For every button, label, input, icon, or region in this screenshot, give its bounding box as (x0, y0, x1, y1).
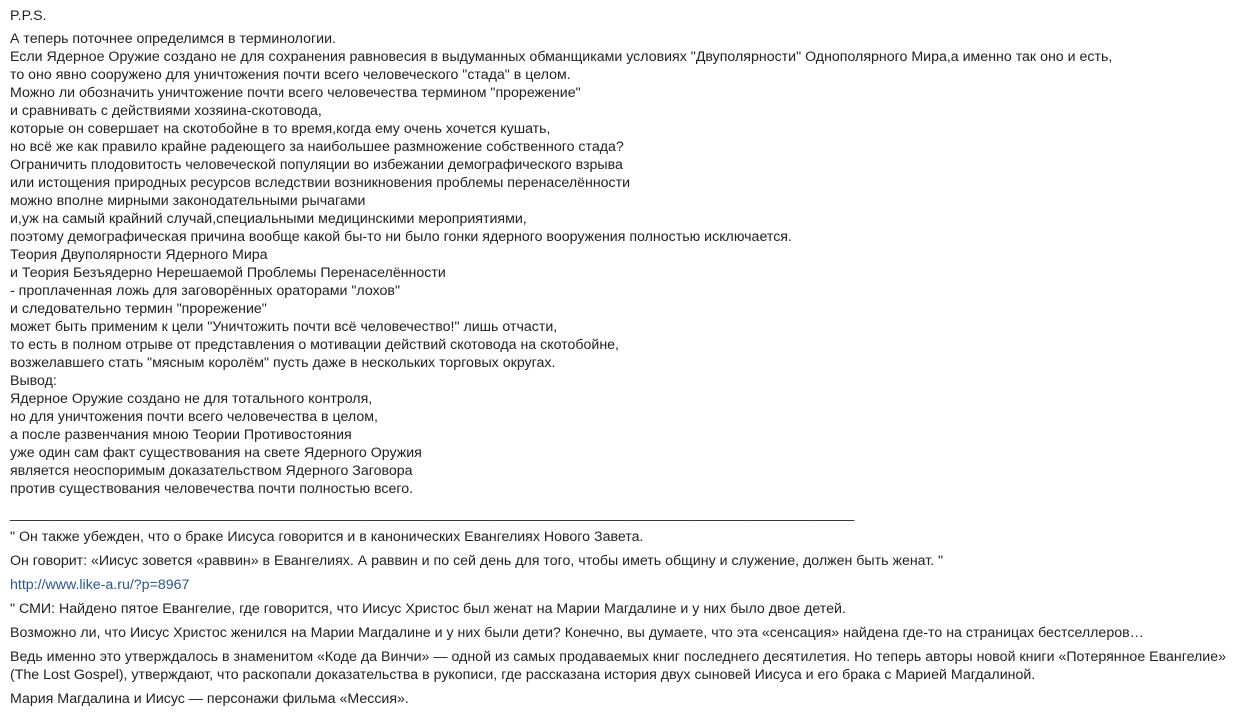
news-paragraph: " СМИ: Найдено пятое Евангелие, где говорится, что Иисус Христос был женат на Марии Магдалине и у них было двое детей. (10, 601, 846, 617)
text-line: Можно ли обозначить уничтожение почти всего человечества термином "прорежение" (10, 85, 581, 101)
text-line: Ядерное Оружие создано не для тотального контроля, (10, 391, 373, 407)
caption-paragraph: Мария Магдалина и Иисус — персонажи фильма «Мессия». (10, 691, 409, 707)
text-line: возжелавшего стать "мясным королём" пусть даже в нескольких торговых округах. (10, 355, 556, 371)
text-line: или истощения природных ресурсов вследствии возникновения проблемы перенаселённости (10, 175, 631, 191)
text-line: поэтому демографическая причина вообще какой бы-то ни было гонки ядерного вооружения полностью исключается. (10, 229, 792, 245)
quote-paragraph: Он говорит: «Иисус зовется «раввин» в Евангелиях. А раввин и по сей день для того, чтобы иметь общину и служение, должен быть женат. " (10, 553, 944, 569)
text-line: А теперь поточнее определимся в терминологии. (10, 31, 336, 47)
news-paragraph: Возможно ли, что Иисус Христос женился на Марии Магдалине и у них были дети? Конечно, вы думаете, что эта «сенсация» найдена где-то на страницах бестселлеров… (10, 625, 1144, 641)
quote-paragraph: " Он также убежден, что о браке Иисуса говорится и в канонических Евангелиях Нового Завета. (10, 529, 644, 545)
text-line: может быть применим к цели "Уничтожить почти всё человечество!" лишь отчасти, (10, 319, 558, 335)
link-row (10, 576, 1236, 594)
text-line: Вывод: (10, 373, 57, 389)
text-line: Ограничить плодовитость человеческой популяции во избежании демографического взрыва (10, 157, 623, 173)
text-line: и Теория Безъядерно Нерешаемой Проблемы Перенаселённости (10, 265, 446, 281)
poem-block (10, 30, 1236, 498)
post-header: P.P.S. (10, 8, 47, 24)
source-link[interactable]: http://www.like-a.ru/?p=8967 (10, 577, 190, 593)
post-body (10, 6, 1236, 708)
text-line: которые он совершает на скотобойне в то время,когда ему очень хочется кушать, (10, 121, 551, 137)
underscore-divider: ___________________________________________________________________________________________________________ (10, 506, 855, 522)
news-paragraph: Ведь именно это утверждалось в знаменитом «Коде да Винчи» — одной из самых продаваемых книг последнего десятилетия. Но теперь авторы новой книги «Потерянное Евангелие» (The Lost Gospel), утверждают, что раскопали доказательства в рукописи, где рассказана история двух сыновей Иисуса и его брака с Марией Магдалиной. (10, 649, 1226, 683)
text-line: является неоспоримым доказательством Ядерного Заговора (10, 463, 413, 479)
text-line: Если Ядерное Оружие создано не для сохранения равновесия в выдуманных обманщиками условиях "Двуполярности" Однополярного Мира,а именно так оно и есть, (10, 49, 1113, 65)
text-line: Теория Двуполярности Ядерного Мира (10, 247, 268, 263)
text-line: и,уж на самый крайний случай,специальными медицинскими мероприятиями, (10, 211, 527, 227)
text-line: и сравнивать с действиями хозяина-скотовода, (10, 103, 322, 119)
text-line: и следовательно термин "прорежение" (10, 301, 267, 317)
text-line: против существования человечества почти полностью всего. (10, 481, 414, 497)
text-line: то есть в полном отрыве от представления о мотивации действий скотовода на скотобойне, (10, 337, 619, 353)
text-line: уже один сам факт существования на свете Ядерного Оружия (10, 445, 422, 461)
text-line: а после развенчания мною Теории Противостояния (10, 427, 352, 443)
text-line: то оно явно сооружено для уничтожения почти всего человеческого "стада" в целом. (10, 67, 571, 83)
text-line: можно вполне мирными законодательными рычагами (10, 193, 366, 209)
text-line: но всё же как правило крайне радеющего за наибольшее размножение собственного стада? (10, 139, 624, 155)
text-line: - проплаченная ложь для заговорённых ораторами "лохов" (10, 283, 401, 299)
text-line: но для уничтожения почти всего человечества в целом, (10, 409, 378, 425)
